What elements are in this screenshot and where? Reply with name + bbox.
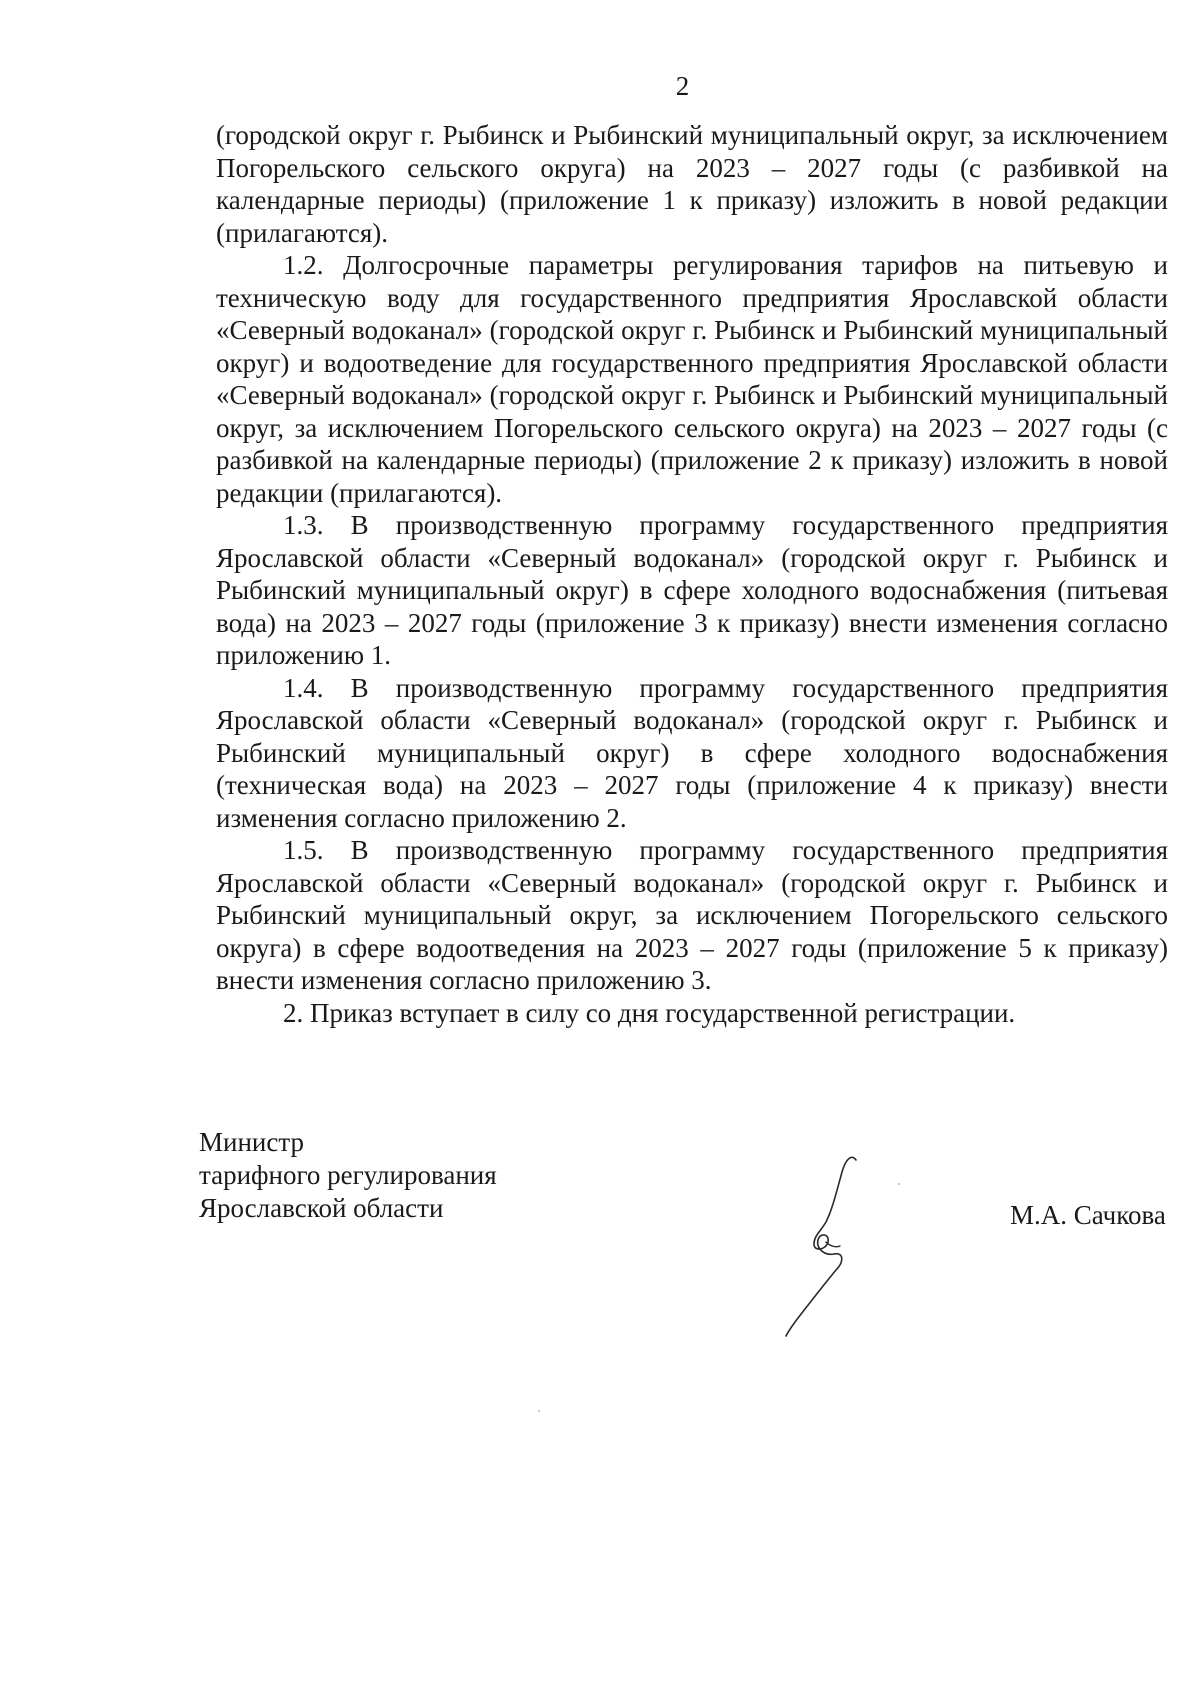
page-number: 2 (675, 71, 690, 101)
paragraph-2: 2. Приказ вступает в силу со дня государственной регистрации. (283, 997, 1016, 1028)
signatory-title (199, 1126, 497, 1225)
paragraph-1-3: 1.3. В производственную программу государственного предприятия Ярославской области «Северный водоканал» (городской округ г. Рыбинск и Рыбинский муниципальный округ) в сфере холодного водоснабжения (питьевая вода) на 2023 – 2027 годы (приложение 3 к приказу) внести изменения согласно приложению 1. (216, 510, 1168, 670)
signatory-title-line: Ярославской области (199, 1193, 444, 1223)
paragraph-continuation: (городской округ г. Рыбинск и Рыбинский муниципальный округ, за исключением Погорельского сельского округа) на 2023 – 2027 годы (с разбивкой на календарные периоды) (приложение 1 к приказу) изложить в новой редакции (прилагаются). (216, 120, 1168, 248)
scan-speck (538, 1410, 540, 1412)
signatory-title-line: Министр (199, 1127, 304, 1157)
signer-name: М.А. Сачкова (1010, 1200, 1166, 1230)
document-body (216, 119, 1168, 1029)
signatory-title-line: тарифного регулирования (199, 1160, 497, 1190)
handwritten-signature (770, 1150, 890, 1340)
paragraph-1-4: 1.4. В производственную программу государственного предприятия Ярославской области «Северный водоканал» (городской округ г. Рыбинск и Рыбинский муниципальный округ) в сфере холодного водоснабжения (техническая вода) на 2023 – 2027 годы (приложение 4 к приказу) внести изменения согласно приложению 2. (216, 672, 1168, 833)
paragraph-1-2: 1.2. Долгосрочные параметры регулирования тарифов на питьевую и техническую воду для государственного предприятия Ярославской области «Северный водоканал» (городской округ г. Рыбинск и Рыбинский муниципальный округ) и водоотведение для государственного предприятия Ярославской области «Северный водоканал» (городской округ г. Рыбинск и Рыбинский муниципальный округ, за исключением Погорельского сельского округа) на 2023 – 2027 годы (с разбивкой на календарные периоды) (приложение 2 к приказу) изложить в новой редакции (прилагаются). (216, 250, 1168, 508)
paragraph-1-5: 1.5. В производственную программу государственного предприятия Ярославской области «Северный водоканал» (городской округ г. Рыбинск и Рыбинский муниципальный округ, за исключением Погорельского сельского округа) в сфере водоотведения на 2023 – 2027 годы (приложение 5 к приказу) внести изменения согласно приложению 3. (216, 835, 1168, 995)
scan-speck (898, 1183, 900, 1185)
